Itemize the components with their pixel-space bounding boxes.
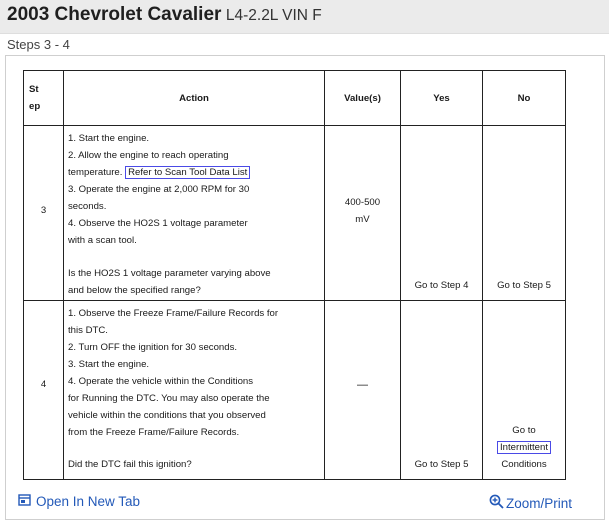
step-cell	[24, 301, 64, 480]
table-row	[24, 126, 566, 301]
value-unit: mV	[355, 214, 370, 225]
no-goto: Go to Step 5	[497, 280, 551, 291]
header-step	[24, 71, 64, 126]
step-cell	[24, 126, 64, 301]
action-line: this DTC.	[68, 325, 108, 336]
zoom-print-link[interactable]	[489, 494, 572, 512]
yes-cell	[401, 126, 483, 301]
action-line: 4. Operate the vehicle within the Conditions	[68, 376, 254, 387]
action-line: 2. Turn OFF the ignition for 30 seconds.	[68, 342, 238, 353]
step-number: 4	[40, 379, 47, 390]
yes-goto: Go to Step 4	[414, 280, 469, 291]
action-line: from the Freeze Frame/Failure Records.	[68, 427, 240, 438]
zoom-print-label: Zoom/Print	[505, 495, 572, 511]
zoom-in-icon	[489, 494, 504, 512]
value-dash: —	[357, 379, 368, 391]
action-line: 3. Operate the engine at 2,000 RPM for 30	[68, 184, 250, 195]
table-row	[24, 301, 566, 480]
diagnostic-table	[23, 70, 566, 480]
step-number: 3	[40, 205, 47, 216]
open-in-new-tab-link[interactable]	[18, 494, 140, 509]
no-goto-line: Conditions	[501, 459, 547, 470]
action-line	[68, 164, 320, 181]
action-cell	[64, 126, 325, 301]
action-line: 3. Start the engine.	[68, 359, 150, 370]
no-goto-line: Go to	[512, 425, 536, 436]
action-line: with a scan tool.	[68, 235, 137, 246]
action-line: seconds.	[68, 201, 107, 212]
table-header-row	[24, 71, 566, 126]
header-yes: Yes	[401, 71, 483, 126]
header-step-line1: St	[29, 84, 39, 95]
header-action: Action	[64, 71, 325, 126]
no-goto-block	[483, 422, 565, 473]
value-range: 400-500	[344, 197, 381, 208]
question-line: and below the specified range?	[68, 285, 201, 296]
steps-label: Steps 3 - 4	[7, 37, 70, 52]
no-cell	[483, 126, 566, 301]
action-line: 2. Allow the engine to reach operating	[68, 150, 229, 161]
vehicle-title: 2003 Chevrolet Cavalier	[7, 4, 222, 25]
yes-cell	[401, 301, 483, 480]
header-no: No	[483, 71, 566, 126]
action-line: for Running the DTC. You may also operate the	[68, 393, 270, 404]
open-in-new-tab-label: Open In New Tab	[36, 494, 141, 509]
value-cell	[325, 301, 401, 480]
engine-label: L4-2.2L VIN F	[225, 7, 322, 24]
action-line: vehicle within the conditions that you observed	[68, 410, 266, 421]
value-cell	[325, 126, 401, 301]
header-bar	[0, 0, 609, 34]
action-line: 1. Start the engine.	[68, 133, 150, 144]
header-step-line2: ep	[29, 101, 41, 112]
yes-goto: Go to Step 5	[414, 459, 469, 470]
action-text: temperature.	[68, 167, 126, 178]
intermittent-conditions-link[interactable]: Intermittent	[497, 441, 551, 454]
action-cell	[64, 301, 325, 480]
scan-tool-data-list-link[interactable]: Refer to Scan Tool Data List	[125, 166, 250, 179]
action-line: 4. Observe the HO2S 1 voltage parameter	[68, 218, 248, 229]
question-line: Is the HO2S 1 voltage parameter varying above	[68, 268, 271, 279]
action-line: 1. Observe the Freeze Frame/Failure Records for	[68, 308, 279, 319]
header-values: Value(s)	[325, 71, 401, 126]
open-new-tab-icon	[18, 494, 31, 509]
no-cell	[483, 301, 566, 480]
question-line: Did the DTC fail this ignition?	[68, 459, 192, 470]
